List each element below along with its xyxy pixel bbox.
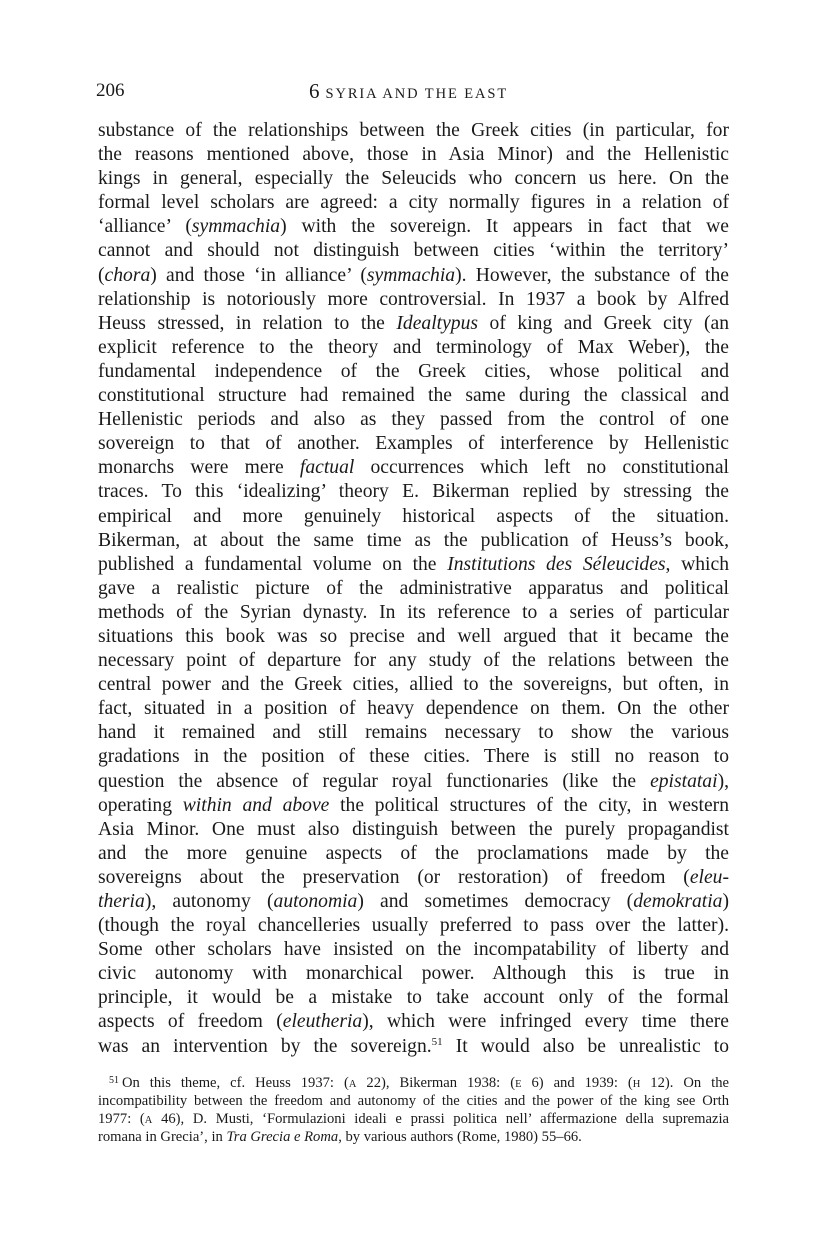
italic-term: autonomia [273, 891, 358, 912]
text-run[interactable]: was an intervention by the sovereign. [98, 1035, 432, 1057]
body-line [98, 745, 729, 769]
body-line [98, 167, 729, 191]
italic-term: factual [299, 457, 355, 479]
text-run[interactable]: question the absence of regular royal functionaries (like the [98, 770, 651, 792]
text-run[interactable]: ), autonomy ( [144, 891, 274, 912]
body-line [98, 529, 729, 553]
footnote-number: 51 [109, 1075, 119, 1086]
chapter-number: 6 [309, 79, 320, 103]
page-number: 206 [96, 80, 125, 101]
text-run[interactable]: central power and the Greek cities, allied to the sovereigns, but often, in [98, 674, 729, 696]
text-run[interactable]: (though the royal chancelleries usually preferred to pass over the latter). [98, 915, 729, 937]
text-run[interactable]: civic autonomy with monarchical power. Although this is true in [98, 963, 729, 985]
text-run[interactable]: It would also be unrealistic to [442, 1035, 729, 1057]
text-run[interactable]: necessary point of departure for any study of the relations between the [98, 650, 729, 672]
text-run[interactable]: gradations in the position of these cities. There is still no reason to [98, 746, 729, 768]
text-run[interactable]: situations this book was so precise and well argued that it became the [98, 625, 729, 647]
body-line [98, 505, 729, 529]
text-run[interactable]: aspects of freedom ( [98, 1011, 283, 1033]
body-line [98, 914, 729, 938]
italic-term: Institutions des Séleucides [447, 553, 666, 575]
body-line [98, 553, 729, 577]
italic-term: eleutheria [282, 1011, 363, 1033]
body-line [98, 986, 729, 1010]
body-line [98, 432, 729, 456]
chapter-title [309, 80, 508, 105]
text-run[interactable]: fact, situated in a position of heavy dependence on them. On the other [98, 698, 729, 720]
body-line [98, 143, 729, 167]
body-line [98, 577, 729, 601]
text-run[interactable]: Hellenistic periods and also as they passed from the control of one [98, 409, 729, 431]
text-run[interactable]: 6) and 1939: ( [521, 1075, 633, 1091]
body-line [98, 673, 729, 697]
text-run[interactable]: , which [665, 553, 729, 575]
text-run[interactable]: ( [98, 264, 105, 286]
text-run[interactable]: gave a realistic picture of the administrative apparatus and political [98, 577, 729, 599]
text-run[interactable]: of king and Greek city (an [478, 312, 729, 334]
body-line [98, 818, 729, 842]
body-line [98, 312, 729, 336]
body-line [98, 360, 729, 384]
italic-term: eleu- [689, 866, 729, 888]
small-caps-ref: H [632, 1079, 641, 1090]
text-run[interactable]: incompatibility between the freedom and autonomy of the cities and the power of the king see Orth [98, 1093, 729, 1110]
footnote-reference[interactable]: 51 [431, 1035, 443, 1048]
text-run[interactable]: empirical and more genuinely historical aspects of the situation. [98, 505, 729, 527]
text-run[interactable]: , by various authors (Rome, 1980) 55–66. [338, 1129, 582, 1146]
footnotes [98, 1074, 729, 1146]
text-run[interactable]: constitutional structure had remained the same during the classical and [98, 385, 729, 407]
italic-term: chora [104, 264, 151, 286]
body-line [98, 384, 729, 408]
text-run[interactable]: ). However, the substance of the [455, 264, 729, 286]
text-run[interactable]: Bikerman, at about the same time as the publication of Heuss’s book, [98, 529, 729, 551]
text-run[interactable]: principle, it would be a mistake to take account only of the formal [98, 987, 729, 1009]
small-caps-ref: A [144, 1115, 153, 1127]
footnote-line [98, 1110, 729, 1128]
body-line [98, 1010, 729, 1034]
body-line [98, 408, 729, 432]
text-run[interactable]: cannot and should not distinguish between cities ‘within the territory’ [98, 240, 729, 262]
text-run[interactable]: operating [98, 794, 183, 816]
text-run[interactable]: and the more genuine aspects of the proclamations made by the [98, 842, 729, 864]
small-caps-ref: A [348, 1079, 357, 1090]
text-run[interactable]: sovereign to that of another. Examples of interference by Hellenistic [98, 433, 729, 455]
text-run[interactable]: 46), D. Musti, ‘Formulazioni ideali e prassi politica nell’ affermazione della supremazia [152, 1111, 729, 1128]
text-run[interactable]: On this theme, cf. Heuss 1937: ( [122, 1075, 349, 1091]
text-run[interactable]: ‘alliance’ ( [98, 216, 192, 238]
body-line [98, 336, 729, 360]
text-run[interactable]: the political structures of the city, in western [329, 794, 729, 816]
body-line [98, 866, 729, 890]
body-line [98, 794, 729, 818]
italic-term: Idealtypus [396, 312, 478, 334]
body-line [98, 770, 729, 794]
small-caps-ref: E [515, 1079, 522, 1090]
italic-term: symmachia [366, 264, 456, 286]
text-run[interactable]: Asia Minor. One must also distinguish between the purely propagandist [98, 818, 729, 840]
body-text [98, 119, 729, 1059]
text-run[interactable]: published a fundamental volume on the [98, 553, 448, 575]
text-run[interactable]: formal level scholars are agreed: a city normally figures in a relation of [98, 192, 729, 214]
body-line [98, 456, 729, 480]
body-line [98, 288, 729, 312]
text-run[interactable]: the reasons mentioned above, those in Asia Minor) and the Hellenistic [98, 144, 729, 166]
body-line [98, 119, 729, 143]
body-line [98, 697, 729, 721]
footnote-line [98, 1074, 729, 1092]
text-run[interactable]: relationship is notoriously more controversial. In 1937 a book by Alfred [98, 288, 729, 310]
body-line [98, 239, 729, 263]
italic-term: symmachia [191, 216, 281, 238]
body-line [98, 890, 729, 914]
text-run[interactable]: substance of the relationships between the Greek cities (in particular, for [98, 120, 729, 141]
body-line [98, 215, 729, 239]
italic-term: within and above [182, 794, 330, 816]
text-run[interactable]: monarchs were mere [98, 457, 300, 479]
text-run[interactable]: romana in Grecia’, in [98, 1129, 227, 1146]
body-line [98, 625, 729, 649]
body-line [98, 264, 729, 288]
text-run[interactable]: ) and those ‘in alliance’ ( [150, 264, 367, 286]
chapter-title-text: SYRIA AND THE EAST [325, 86, 509, 102]
text-run[interactable]: 1977: ( [98, 1111, 145, 1128]
body-line [98, 842, 729, 866]
body-line [98, 938, 729, 962]
text-run[interactable]: ) [722, 891, 729, 912]
text-run[interactable]: 22), Bikerman 1938: ( [356, 1075, 516, 1091]
text-run[interactable]: ) with the sovereign. It appears in fact that we [280, 216, 729, 238]
running-head [96, 80, 729, 104]
italic-term: demokratia [633, 891, 723, 912]
text-run[interactable]: ), which were infringed every time there [362, 1011, 729, 1033]
text-run[interactable]: kings in general, especially the Seleucids who concern us here. On the [98, 168, 729, 190]
body-line [98, 649, 729, 673]
text-run[interactable]: fundamental independence of the Greek cities, whose political and [98, 360, 729, 382]
italic-term: theria [98, 891, 145, 912]
body-line [98, 1035, 729, 1059]
footnote-line [98, 1092, 729, 1110]
text-run[interactable]: explicit reference to the theory and terminology of Max Weber), the [98, 336, 729, 358]
italic-term: epistatai [650, 770, 718, 792]
text-run[interactable]: hand it remained and still remains necessary to show the various [98, 722, 729, 744]
text-run[interactable]: Heuss stressed, in relation to the [98, 312, 397, 334]
body-line [98, 962, 729, 986]
text-run[interactable]: occurrences which left no constitutional [354, 457, 729, 479]
text-run[interactable]: sovereigns about the preservation (or restoration) of freedom ( [98, 866, 690, 888]
body-line [98, 601, 729, 625]
footnote-line [98, 1128, 729, 1146]
text-run[interactable]: methods of the Syrian dynasty. In its reference to a series of particular [98, 601, 729, 623]
body-line [98, 721, 729, 745]
text-run[interactable]: ), [717, 770, 729, 792]
italic-term: Tra Grecia e Roma [226, 1129, 339, 1146]
text-run[interactable]: traces. To this ‘idealizing’ theory E. Bikerman replied by stressing the [98, 481, 729, 503]
body-line [98, 480, 729, 504]
body-line [98, 191, 729, 215]
text-run[interactable]: ) and sometimes democracy ( [357, 891, 634, 912]
text-run[interactable]: Some other scholars have insisted on the incompatability of liberty and [98, 939, 729, 961]
text-run[interactable]: 12). On the [640, 1075, 729, 1091]
